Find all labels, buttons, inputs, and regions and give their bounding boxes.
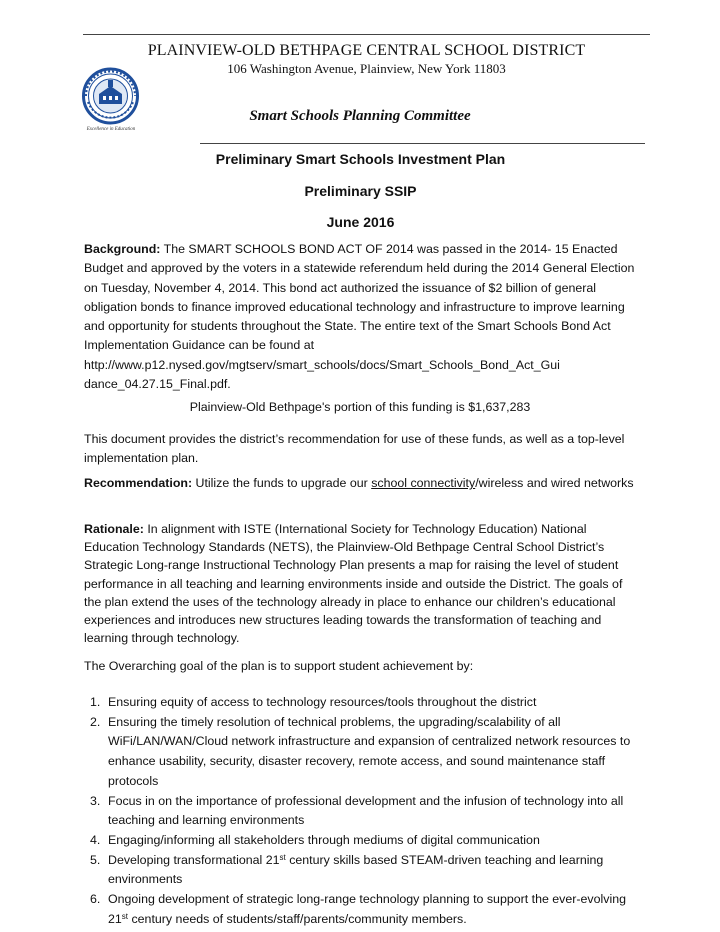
- recommendation-after: /wireless and wired networks: [475, 476, 634, 490]
- header-bottom-rule: [200, 143, 645, 144]
- rationale-paragraph: [84, 520, 636, 647]
- list-item-text: Engaging/informing all stakeholders through mediums of digital communication: [108, 832, 540, 847]
- list-item: [84, 890, 636, 929]
- superscript: st: [279, 852, 286, 862]
- list-item-number: 4.: [90, 832, 101, 847]
- list-item: [84, 851, 636, 890]
- list-item-text: Focus in on the importance of professional development and the infusion of technology into all teaching and learning environments: [108, 793, 624, 828]
- plan-title: Preliminary Smart Schools Investment Plan: [215, 151, 506, 167]
- list-item: [84, 713, 636, 792]
- list-item-text-after: century needs of students/staff/parents/community members.: [128, 911, 467, 926]
- funding-portion: Plainview-Old Bethpage's portion of this funding is $1,637,283: [189, 400, 531, 414]
- list-item-text-before: Developing transformational 21: [108, 852, 280, 867]
- list-item-number: 3.: [90, 793, 101, 808]
- recommendation-paragraph: [84, 474, 636, 493]
- recommendation-label: Recommendation:: [84, 476, 193, 490]
- date-title: June 2016: [326, 214, 395, 230]
- list-item: [84, 693, 636, 713]
- list-item: [84, 792, 636, 831]
- list-item-text-before: Ongoing development of strategic long-range technology planning to support the ever-evolving 21: [108, 892, 626, 926]
- goal-intro: The Overarching goal of the plan is to support student achievement by:: [84, 659, 474, 673]
- list-item-number: 2.: [90, 714, 101, 729]
- bond-act-url-line2[interactable]: dance_04.27.15_Final.pdf.: [84, 377, 231, 392]
- superscript: st: [121, 911, 129, 921]
- list-item-text: Ensuring the timely resolution of technical problems, the upgrading/scalability of all WiFi/LAN/WAN/Cloud network infrastructure and expansion of centralized network resources to enhance usability, security, disaster recovery, remote access, and sound maintenance staff protocols: [108, 714, 631, 788]
- background-label: Background:: [84, 242, 161, 256]
- background-text: The SMART SCHOOLS BOND ACT OF 2014 was passed in the 2014- 15 Enacted Budget and approved by the voters in a statewide referendum held during the 2014 General Election on Tuesday, November 4, 2014. This bond act authorized the issuance of $2 billion of general obligation bonds to finance improved educational technology and infrastructure to improve learning and opportunity for students throughout the State. The entire text of the Smart Schools Bond Act Implementation Guidance can be found at: [84, 242, 635, 353]
- district-name: PLAINVIEW-OLD BETHPAGE CENTRAL SCHOOL DISTRICT: [147, 42, 586, 59]
- list-item: [84, 831, 636, 851]
- bond-act-url-line1[interactable]: http://www.p12.nysed.gov/mgtserv/smart_schools/docs/Smart_Schools_Bond_Act_Gui: [84, 357, 560, 372]
- list-item-number: 5.: [90, 852, 101, 867]
- list-item-text: Ensuring equity of access to technology resources/tools throughout the district: [108, 695, 537, 709]
- recommendation-before: Utilize the funds to upgrade our: [192, 476, 372, 490]
- list-item-text-after: century skills based STEAM-driven teaching and learning environments: [108, 852, 604, 887]
- list-item-number: 1.: [90, 695, 101, 709]
- rationale-label: Rationale:: [84, 522, 144, 536]
- goals-list: [84, 693, 636, 929]
- list-item-number: 6.: [90, 892, 101, 907]
- header-top-rule: [83, 34, 650, 35]
- logo-caption: Excellence in Education: [86, 127, 136, 132]
- rationale-text: In alignment with ISTE (International Society for Technology Education) National Education Technology Standards (NETS), the Plainview-Old Bethpage Central School District’s Strategic Long-range Instructional Technology Plan presents a map for raising the level of student performance in all teaching and learning environments inside and outside the District. The goals of the plan extend the uses of the technology already in place to enhance our children’s educational experiences and introduces new structures leading towards the transformation of teaching and learning through technology.: [84, 522, 623, 646]
- intro-paragraph: This document provides the district’s recommendation for use of these funds, as well as a top-level implementation plan.: [84, 432, 625, 466]
- school-connectivity-link[interactable]: school connectivity: [371, 476, 476, 490]
- ssip-title: Preliminary SSIP: [304, 183, 417, 199]
- district-address: 106 Washington Avenue, Plainview, New York 11803: [227, 61, 506, 76]
- background-paragraph: [84, 240, 636, 394]
- committee-name: Smart Schools Planning Committee: [249, 108, 471, 124]
